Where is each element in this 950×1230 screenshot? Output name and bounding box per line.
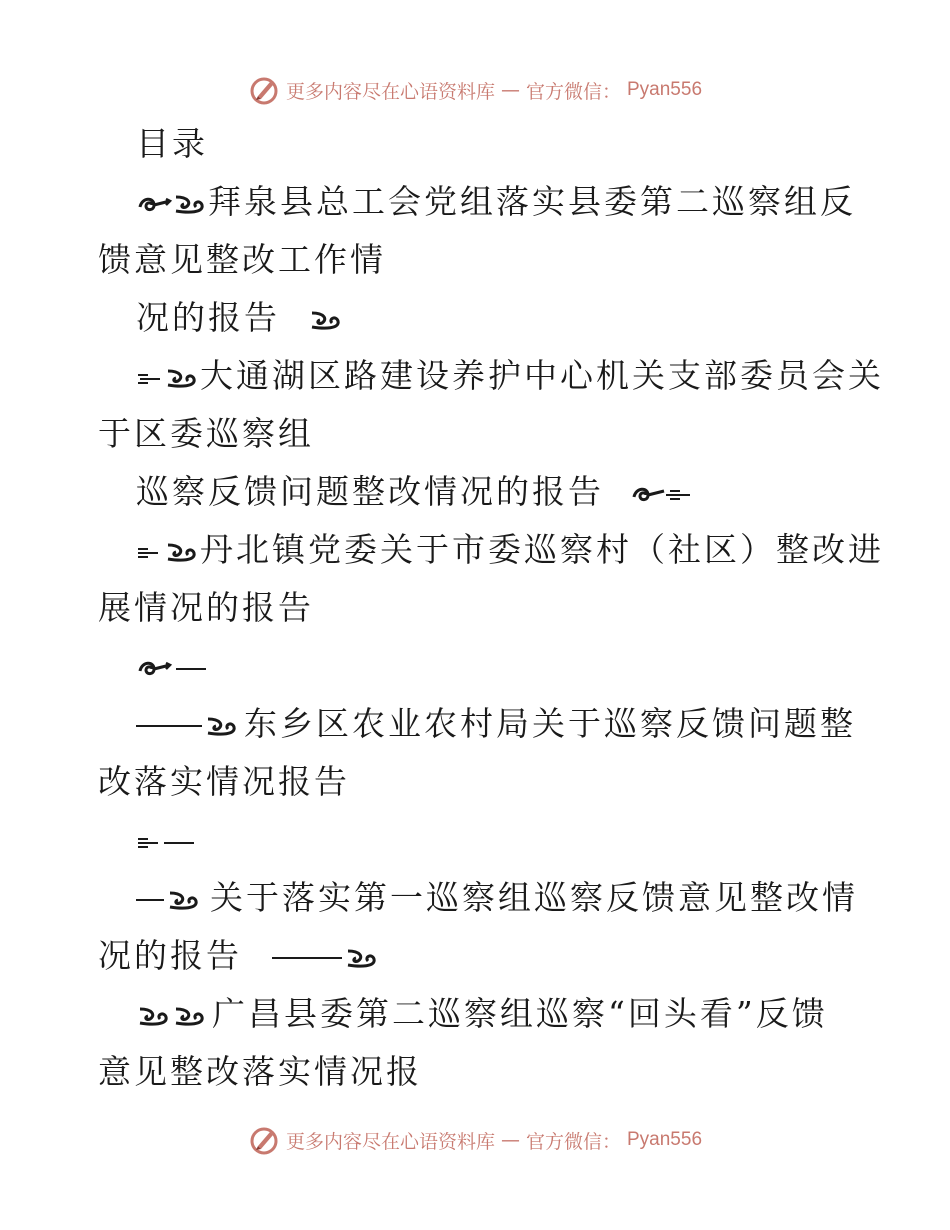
- toc-entry-1-line-1: 拜泉县总工会党组落实县委第二巡察组反: [208, 182, 856, 221]
- toc-entry-1-line-2: 馈意见整改工作情: [98, 240, 386, 279]
- toc-entry-2-line-1: 大通湖区路建设养护中心机关支部委员会关: [200, 356, 884, 395]
- leader-dash: [272, 957, 342, 959]
- scroll-ornament-icon: [136, 363, 200, 393]
- scroll-ornament-icon: [136, 1001, 212, 1031]
- toc-entry-5-line-2-text: 况的报告: [98, 936, 242, 975]
- scroll-ornament-icon: [164, 885, 210, 915]
- scroll-ornament-icon: [342, 943, 380, 973]
- toc-entry-1[interactable]: [98, 173, 868, 231]
- toc-entry-3[interactable]: [98, 521, 884, 579]
- pen-logo-icon: [248, 74, 280, 106]
- scroll-ornament-icon: [136, 827, 196, 857]
- toc-entry-2-line-3-text: 巡察反馈问题整改情况的报告: [136, 472, 604, 511]
- scroll-ornament-icon: [136, 189, 208, 219]
- toc-entry-5-line-2: [98, 927, 868, 985]
- toc-entry-4-line-3: [98, 811, 868, 869]
- toc-entry-6-line-2: 意见整改落实情况报: [98, 1052, 422, 1091]
- toc-entry-3-line-1: 丹北镇党委关于市委巡察村（社区）整改进: [200, 530, 884, 569]
- watermark-header: [0, 70, 950, 110]
- scroll-ornament-icon: [202, 711, 244, 741]
- scroll-ornament-icon: [136, 537, 200, 567]
- toc-entry-6-line-1: 广昌县委第二巡察组巡察“回头看”反馈: [212, 994, 828, 1033]
- toc-entry-3-line-3: [98, 637, 868, 695]
- toc-entry-2[interactable]: [98, 347, 884, 405]
- watermark-footer: [0, 1120, 950, 1160]
- watermark-wechat-label: 官方微信：: [525, 1130, 621, 1153]
- toc-entry-6[interactable]: [98, 985, 868, 1043]
- toc-entry-2-line-3: [98, 463, 868, 521]
- toc-entry-5[interactable]: [98, 869, 868, 927]
- pen-logo-icon: [248, 1124, 280, 1156]
- scroll-ornament-icon: [630, 479, 694, 509]
- watermark-separator: —: [500, 1129, 520, 1151]
- watermark-wechat-label: 官方微信：: [525, 80, 621, 103]
- watermark-wechat-id: Pyan556: [627, 1129, 703, 1150]
- toc-title: 目录: [136, 124, 208, 163]
- toc-entry-1-line-3: [98, 289, 868, 347]
- toc-entry-1-line-3-text: 况的报告: [136, 298, 280, 337]
- leader-dash: [136, 725, 202, 727]
- scroll-ornament-icon: [306, 305, 346, 335]
- toc-entry-4-line-2: 改落实情况报告: [98, 762, 350, 801]
- watermark-separator: —: [500, 79, 520, 101]
- toc-entry-4[interactable]: [98, 695, 868, 753]
- toc-entry-4-line-1: 东乡区农业农村局关于巡察反馈问题整: [244, 704, 856, 743]
- watermark-wechat-id: Pyan556: [627, 79, 703, 100]
- toc-entry-3-line-2: 展情况的报告: [98, 588, 314, 627]
- leader-dash: [136, 899, 164, 901]
- watermark-text: 更多内容尽在心语资料库: [285, 1130, 495, 1153]
- watermark-text: 更多内容尽在心语资料库: [285, 80, 495, 103]
- toc-content: [98, 115, 884, 1101]
- toc-entry-5-line-1: 关于落实第一巡察组巡察反馈意见整改情: [210, 878, 858, 917]
- scroll-ornament-icon: [136, 653, 208, 683]
- toc-entry-2-line-2: 于区委巡察组: [98, 414, 314, 453]
